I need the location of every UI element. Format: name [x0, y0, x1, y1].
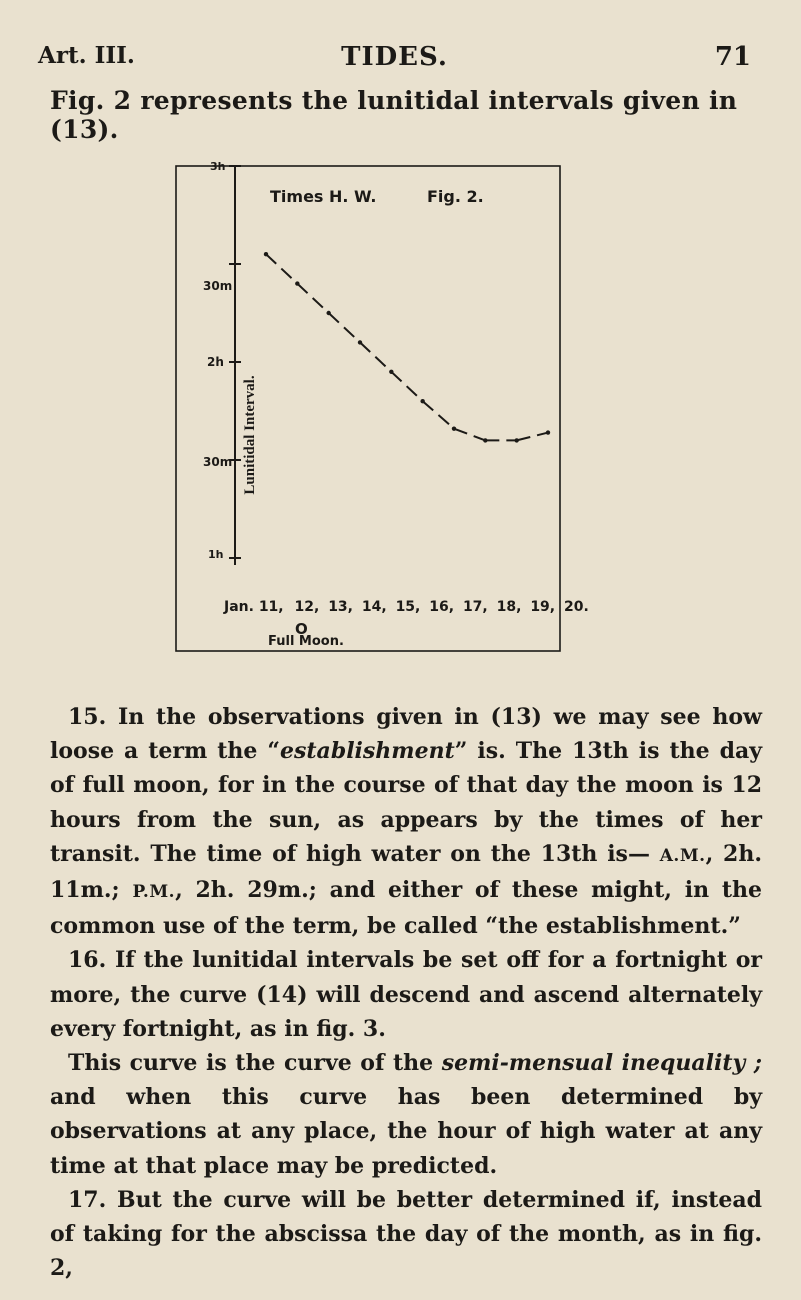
full-moon-symbol: O	[295, 620, 308, 638]
y-tick-label-1h: 1h	[208, 548, 224, 561]
data-point-11	[264, 252, 268, 256]
data-point-18	[483, 438, 487, 442]
lunitidal-curve	[264, 252, 550, 443]
paragraph-16: 16. If the lunitidal intervals be set off for a fortnight or more, the curve (14) will descend and ascend alternately every fortnight, as in fig. 3.	[50, 947, 762, 1042]
running-head-article: Art. III.	[38, 42, 135, 69]
curve-segment-16	[423, 401, 454, 428]
running-head	[38, 42, 751, 72]
curve-segment-17	[454, 429, 485, 441]
figure-caption: Fig. 2 represents the lunitidal intervals given in (13).	[50, 86, 738, 144]
data-point-17	[452, 426, 456, 430]
x-tick-12: 12,	[294, 599, 320, 615]
x-axis-dates	[223, 599, 589, 615]
paragraph-17: 17. But the curve will be better determined if, instead of taking for the abscissa the day of the month, as in fig. 2,	[50, 1186, 762, 1282]
curve-segment-12	[297, 284, 328, 313]
y-tick-label-3h: 3h	[210, 160, 226, 173]
y-axis-label: Lunitidal Interval.	[242, 375, 258, 495]
chart-title: Times H. W.	[270, 187, 377, 206]
curve-segment-19	[517, 433, 548, 441]
figure-frame	[176, 166, 560, 651]
paragraph-16b: This curve is the curve of the semi-mensual inequality ; and when this curve has been determined by observations at any place, the hour of high water at any time at that place may be predicted.	[50, 1050, 763, 1179]
x-tick-18: 18,	[496, 599, 522, 615]
data-point-16	[420, 399, 424, 403]
running-head-title: TIDES.	[341, 42, 448, 72]
pm-abbrev: P.M.	[132, 882, 176, 903]
body-text	[50, 700, 762, 1285]
x-tick-19: 19,	[530, 599, 556, 615]
data-point-15	[389, 370, 393, 374]
y-tick-label-2-30: 30m	[203, 279, 233, 293]
data-point-12	[295, 281, 299, 285]
emphasis-semi-mensual: semi-mensual inequality ;	[441, 1050, 763, 1077]
x-tick-16: 16,	[429, 599, 455, 615]
y-tick-label-2h: 2h	[207, 355, 224, 369]
data-point-13	[326, 311, 330, 315]
am-abbrev: A.M.	[659, 845, 706, 866]
x-tick-15: 15,	[395, 599, 421, 615]
curve-segment-15	[391, 372, 422, 401]
lunitidal-chart	[174, 160, 589, 655]
x-tick-13: 13,	[328, 599, 353, 615]
figure-label: Fig. 2.	[427, 187, 484, 206]
data-point-19	[514, 438, 518, 442]
x-tick-17: 17,	[462, 599, 488, 615]
x-tick-14: 14,	[361, 599, 387, 615]
curve-segment-14	[360, 342, 391, 371]
x-tick-20: 20.	[564, 599, 589, 615]
full-moon-label: Full Moon.	[268, 634, 344, 649]
y-tick-label-1-30: 30m	[203, 455, 233, 469]
data-point-20	[546, 430, 550, 434]
page-number: 71	[714, 42, 751, 72]
curve-segment-13	[329, 313, 360, 342]
curve-segment-11	[266, 254, 297, 283]
data-point-14	[358, 340, 362, 344]
x-tick-11: Jan. 11,	[224, 599, 284, 615]
paragraph-15: 15. In the observations given in (13) we may see how loose a term the “establishment” is. The 13th is the day of full moon, for in the course of that day the moon is 12 hours from the sun, as appears by the times of her transit. The time of high water on the 13th is— A.M., 2h. 11m.; P.M., 2h. 29m.; and either of these might, in the common use of the term, be called “the establishment.”	[50, 704, 763, 940]
figure-2	[174, 160, 589, 655]
emphasis-establishment: establishment	[280, 738, 455, 765]
